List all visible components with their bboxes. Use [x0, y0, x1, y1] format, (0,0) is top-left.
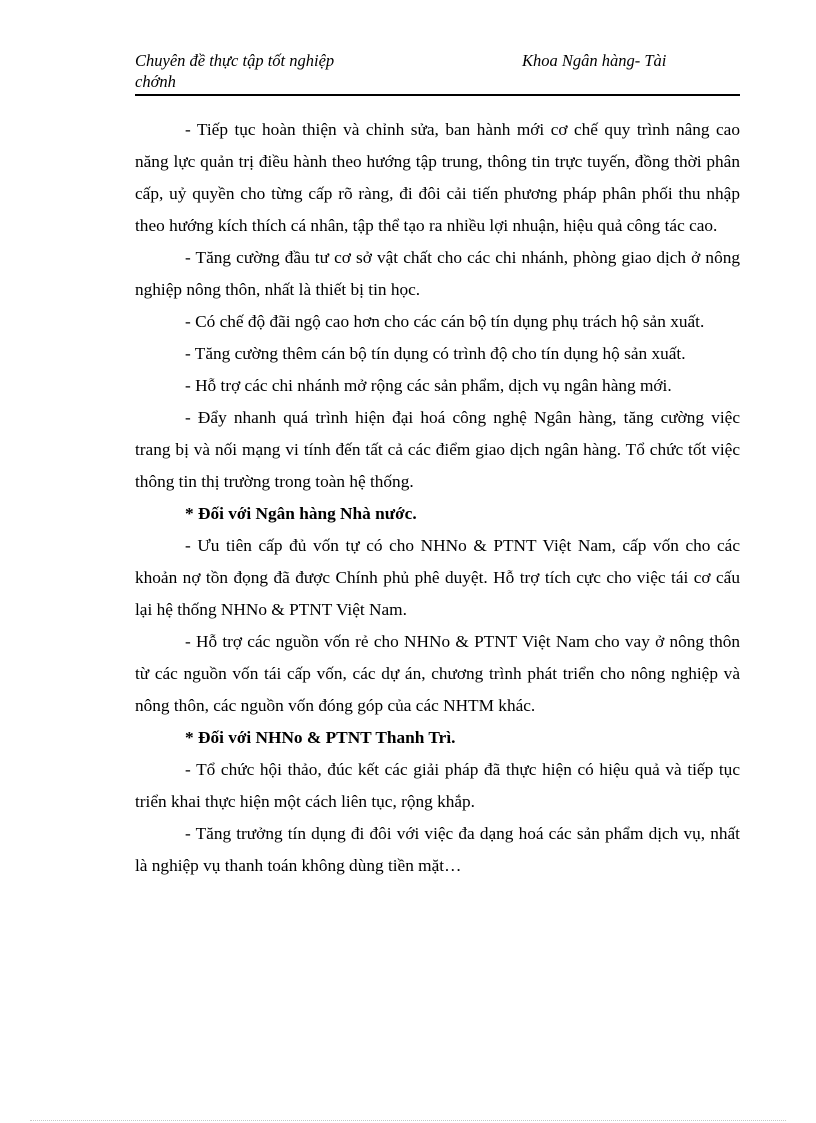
paragraph: - Hỗ trợ các nguồn vốn rẻ cho NHNo & PTNT Việt Nam cho vay ở nông thôn từ các nguồn vốn tái cấp vốn, các dự án, chương trình phát triển cho nông nghiệp và nông thôn, các nguồn vốn đóng góp của các NHTM khác.	[135, 632, 740, 715]
paragraph: - Đẩy nhanh quá trình hiện đại hoá công nghệ Ngân hàng, tăng cường việc trang bị và nối mạng vi tính đến tất cả các điểm giao dịch ngân hàng. Tổ chức tốt việc thông tin thị trường trong toàn hệ thống.	[135, 408, 740, 491]
document-body	[135, 114, 740, 882]
paragraph: - Tăng trưởng tín dụng đi đôi với việc đa dạng hoá các sản phẩm dịch vụ, nhất là nghiệp vụ thanh toán không dùng tiền mặt…	[135, 824, 740, 875]
header-department: Khoa Ngân hàng- Tài	[522, 51, 667, 70]
header-title: Chuyên đề thực tập tốt nghiệp	[135, 51, 335, 70]
paragraph: - Ưu tiên cấp đủ vốn tự có cho NHNo & PTNT Việt Nam, cấp vốn cho các khoản nợ tồn đọng đã được Chính phủ phê duyệt. Hỗ trợ tích cực cho việc tái cơ cấu lại hệ thống NHNo & PTNT Việt Nam.	[135, 536, 740, 619]
header-continuation: chớnh	[135, 72, 176, 91]
page-header	[135, 50, 740, 96]
footer-divider	[30, 1120, 786, 1121]
section-heading: * Đối với NHNo & PTNT Thanh Trì.	[185, 728, 456, 747]
paragraph: - Tăng cường đầu tư cơ sở vật chất cho các chi nhánh, phòng giao dịch ở nông nghiệp nông thôn, nhất là thiết bị tin học.	[135, 248, 740, 299]
paragraph: - Tổ chức hội thảo, đúc kết các giải pháp đã thực hiện có hiệu quả và tiếp tục triển khai thực hiện một cách liên tục, rộng khắp.	[135, 760, 740, 811]
paragraph: - Hỗ trợ các chi nhánh mở rộng các sản phẩm, dịch vụ ngân hàng mới.	[185, 376, 672, 395]
paragraph: - Tiếp tục hoàn thiện và chỉnh sửa, ban hành mới cơ chế quy trình nâng cao năng lực quản trị điều hành theo hướng tập trung, thông tin trực tuyến, đồng thời phân cấp, uỷ quyền cho từng cấp rõ ràng, đi đôi cải tiến phương pháp phân phối thu nhập theo hướng kích thích cá nhân, tập thể tạo ra nhiều lợi nhuận, hiệu quả công tác cao.	[135, 120, 740, 235]
paragraph: - Tăng cường thêm cán bộ tín dụng có trình độ cho tín dụng hộ sản xuất.	[185, 344, 686, 363]
paragraph: - Có chế độ đãi ngộ cao hơn cho các cán bộ tín dụng phụ trách hộ sản xuất.	[185, 312, 705, 331]
section-heading: * Đối với Ngân hàng Nhà nước.	[185, 504, 417, 523]
